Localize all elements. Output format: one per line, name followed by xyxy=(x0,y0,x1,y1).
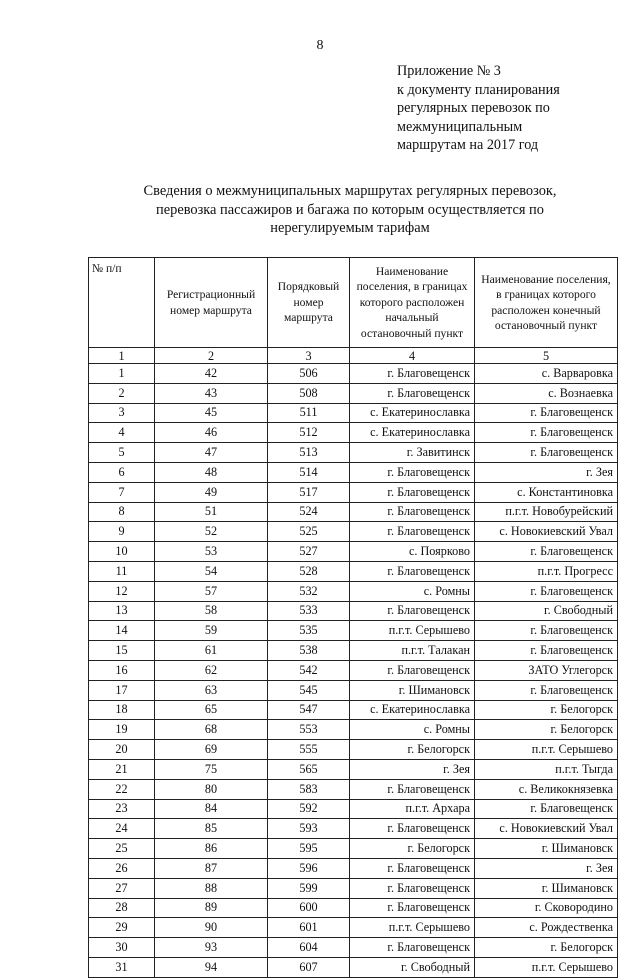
row-number-cell: 16 xyxy=(89,660,155,680)
start-settlement-cell: г. Благовещенск xyxy=(350,364,475,384)
row-number-cell: 24 xyxy=(89,819,155,839)
table-row xyxy=(89,680,618,700)
row-number-cell: 10 xyxy=(89,542,155,562)
registration-number-cell: 49 xyxy=(155,482,268,502)
registration-number-cell: 65 xyxy=(155,700,268,720)
table-row xyxy=(89,443,618,463)
row-number-cell: 25 xyxy=(89,839,155,859)
end-settlement-cell: п.г.т. Тыгда xyxy=(475,759,618,779)
registration-number-cell: 43 xyxy=(155,383,268,403)
order-number-cell: 513 xyxy=(268,443,350,463)
table-row xyxy=(89,502,618,522)
title-line: перевозка пассажиров и багажа по которым осуществляется по xyxy=(156,201,544,218)
end-settlement-cell: г. Шимановск xyxy=(475,839,618,859)
end-settlement-cell: с. Варваровка xyxy=(475,364,618,384)
registration-number-cell: 94 xyxy=(155,957,268,977)
column-index: 3 xyxy=(268,348,350,364)
start-settlement-cell: г. Благовещенск xyxy=(350,878,475,898)
start-settlement-cell: с. Ромны xyxy=(350,581,475,601)
start-settlement-cell: п.г.т. Талакан xyxy=(350,641,475,661)
start-settlement-cell: г. Благовещенск xyxy=(350,482,475,502)
registration-number-cell: 57 xyxy=(155,581,268,601)
end-settlement-cell: г. Белогорск xyxy=(475,938,618,958)
registration-number-cell: 45 xyxy=(155,403,268,423)
routes-table-body xyxy=(89,364,618,978)
row-number-cell: 22 xyxy=(89,779,155,799)
start-settlement-cell: г. Благовещенск xyxy=(350,502,475,522)
order-number-cell: 601 xyxy=(268,918,350,938)
table-row xyxy=(89,364,618,384)
appendix-line: к документу планирования xyxy=(397,81,560,98)
table-row xyxy=(89,660,618,680)
start-settlement-cell: г. Благовещенск xyxy=(350,938,475,958)
end-settlement-cell: г. Благовещенск xyxy=(475,680,618,700)
row-number-cell: 13 xyxy=(89,601,155,621)
table-row xyxy=(89,462,618,482)
start-settlement-cell: г. Благовещенск xyxy=(350,383,475,403)
appendix-line: маршрутам на 2017 год xyxy=(397,137,539,153)
order-number-cell: 593 xyxy=(268,819,350,839)
table-row xyxy=(89,542,618,562)
start-settlement-cell: г. Белогорск xyxy=(350,740,475,760)
end-settlement-cell: с. Новокиевский Увал xyxy=(475,522,618,542)
end-settlement-cell: п.г.т. Прогресс xyxy=(475,561,618,581)
start-settlement-cell: с. Екатеринославка xyxy=(350,700,475,720)
routes-table xyxy=(88,257,618,978)
registration-number-cell: 63 xyxy=(155,680,268,700)
row-number-cell: 28 xyxy=(89,898,155,918)
order-number-cell: 555 xyxy=(268,740,350,760)
table-row xyxy=(89,641,618,661)
order-number-cell: 565 xyxy=(268,759,350,779)
table-row xyxy=(89,700,618,720)
order-number-cell: 599 xyxy=(268,878,350,898)
end-settlement-cell: с. Рождественка xyxy=(475,918,618,938)
order-number-cell: 538 xyxy=(268,641,350,661)
end-settlement-cell: с. Новокиевский Увал xyxy=(475,819,618,839)
order-number-cell: 506 xyxy=(268,364,350,384)
end-settlement-cell: г. Зея xyxy=(475,858,618,878)
row-number-cell: 15 xyxy=(89,641,155,661)
order-number-cell: 600 xyxy=(268,898,350,918)
row-number-cell: 2 xyxy=(89,383,155,403)
registration-number-cell: 80 xyxy=(155,779,268,799)
row-number-cell: 19 xyxy=(89,720,155,740)
registration-number-cell: 69 xyxy=(155,740,268,760)
row-number-cell: 4 xyxy=(89,423,155,443)
row-number-cell: 21 xyxy=(89,759,155,779)
registration-number-cell: 61 xyxy=(155,641,268,661)
order-number-cell: 542 xyxy=(268,660,350,680)
header-end-settlement: Наименование поселения, в границах которого расположен конечный остановочный пункт xyxy=(475,258,618,348)
registration-number-cell: 48 xyxy=(155,462,268,482)
table-row xyxy=(89,720,618,740)
registration-number-cell: 85 xyxy=(155,819,268,839)
table-row xyxy=(89,799,618,819)
start-settlement-cell: г. Благовещенск xyxy=(350,522,475,542)
row-number-cell: 9 xyxy=(89,522,155,542)
registration-number-cell: 90 xyxy=(155,918,268,938)
table-row xyxy=(89,383,618,403)
end-settlement-cell: г. Свободный xyxy=(475,601,618,621)
start-settlement-cell: г. Благовещенск xyxy=(350,898,475,918)
registration-number-cell: 88 xyxy=(155,878,268,898)
start-settlement-cell: с. Екатеринославка xyxy=(350,423,475,443)
row-number-cell: 12 xyxy=(89,581,155,601)
table-header-row xyxy=(89,258,618,348)
order-number-cell: 517 xyxy=(268,482,350,502)
registration-number-cell: 62 xyxy=(155,660,268,680)
registration-number-cell: 68 xyxy=(155,720,268,740)
header-row-number: № п/п xyxy=(89,258,155,348)
order-number-cell: 596 xyxy=(268,858,350,878)
header-order-number: Порядковый номер маршрута xyxy=(268,258,350,348)
start-settlement-cell: п.г.т. Архара xyxy=(350,799,475,819)
registration-number-cell: 42 xyxy=(155,364,268,384)
start-settlement-cell: г. Свободный xyxy=(350,957,475,977)
registration-number-cell: 89 xyxy=(155,898,268,918)
end-settlement-cell: п.г.т. Новобурейский xyxy=(475,502,618,522)
row-number-cell: 11 xyxy=(89,561,155,581)
row-number-cell: 5 xyxy=(89,443,155,463)
registration-number-cell: 75 xyxy=(155,759,268,779)
start-settlement-cell: с. Екатеринославка xyxy=(350,403,475,423)
start-settlement-cell: г. Белогорск xyxy=(350,839,475,859)
appendix-line: Приложение № 3 xyxy=(397,63,501,79)
end-settlement-cell: с. Константиновка xyxy=(475,482,618,502)
order-number-cell: 512 xyxy=(268,423,350,443)
start-settlement-cell: г. Благовещенск xyxy=(350,779,475,799)
column-index: 5 xyxy=(475,348,618,364)
table-row xyxy=(89,561,618,581)
order-number-cell: 592 xyxy=(268,799,350,819)
row-number-cell: 18 xyxy=(89,700,155,720)
table-row xyxy=(89,918,618,938)
end-settlement-cell: г. Благовещенск xyxy=(475,641,618,661)
end-settlement-cell: г. Сковородино xyxy=(475,898,618,918)
end-settlement-cell: г. Благовещенск xyxy=(475,443,618,463)
header-registration-number: Регистрационный номер маршрута xyxy=(155,258,268,348)
order-number-cell: 508 xyxy=(268,383,350,403)
row-number-cell: 23 xyxy=(89,799,155,819)
appendix-line: регулярных перевозок по xyxy=(397,100,550,116)
column-index: 4 xyxy=(350,348,475,364)
table-row xyxy=(89,740,618,760)
registration-number-cell: 87 xyxy=(155,858,268,878)
appendix-note xyxy=(397,62,637,155)
end-settlement-cell: г. Белогорск xyxy=(475,720,618,740)
row-number-cell: 26 xyxy=(89,858,155,878)
end-settlement-cell: г. Благовещенск xyxy=(475,542,618,562)
order-number-cell: 545 xyxy=(268,680,350,700)
registration-number-cell: 93 xyxy=(155,938,268,958)
end-settlement-cell: г. Благовещенск xyxy=(475,799,618,819)
title-line: нерегулируемым тарифам xyxy=(270,220,430,236)
start-settlement-cell: г. Благовещенск xyxy=(350,660,475,680)
start-settlement-cell: г. Шимановск xyxy=(350,680,475,700)
registration-number-cell: 54 xyxy=(155,561,268,581)
start-settlement-cell: с. Ромны xyxy=(350,720,475,740)
page-number: 8 xyxy=(316,38,324,53)
order-number-cell: 532 xyxy=(268,581,350,601)
registration-number-cell: 84 xyxy=(155,799,268,819)
end-settlement-cell: с. Великокнязевка xyxy=(475,779,618,799)
row-number-cell: 20 xyxy=(89,740,155,760)
row-number-cell: 27 xyxy=(89,878,155,898)
row-number-cell: 14 xyxy=(89,621,155,641)
table-row xyxy=(89,482,618,502)
table-row xyxy=(89,779,618,799)
registration-number-cell: 53 xyxy=(155,542,268,562)
title-line: Сведения о межмуниципальных маршрутах регулярных перевозок, xyxy=(143,183,557,199)
table-row xyxy=(89,423,618,443)
column-index-row xyxy=(89,348,618,364)
appendix-line: межмуниципальным xyxy=(397,118,523,135)
table-row xyxy=(89,759,618,779)
row-number-cell: 30 xyxy=(89,938,155,958)
row-number-cell: 8 xyxy=(89,502,155,522)
order-number-cell: 533 xyxy=(268,601,350,621)
table-row xyxy=(89,819,618,839)
start-settlement-cell: г. Благовещенск xyxy=(350,858,475,878)
start-settlement-cell: г. Благовещенск xyxy=(350,601,475,621)
table-row xyxy=(89,938,618,958)
order-number-cell: 524 xyxy=(268,502,350,522)
registration-number-cell: 58 xyxy=(155,601,268,621)
order-number-cell: 604 xyxy=(268,938,350,958)
order-number-cell: 583 xyxy=(268,779,350,799)
registration-number-cell: 47 xyxy=(155,443,268,463)
row-number-cell: 7 xyxy=(89,482,155,502)
order-number-cell: 528 xyxy=(268,561,350,581)
end-settlement-cell: п.г.т. Серышево xyxy=(475,957,618,977)
end-settlement-cell: ЗАТО Углегорск xyxy=(475,660,618,680)
registration-number-cell: 52 xyxy=(155,522,268,542)
table-row xyxy=(89,621,618,641)
registration-number-cell: 59 xyxy=(155,621,268,641)
order-number-cell: 535 xyxy=(268,621,350,641)
end-settlement-cell: г. Благовещенск xyxy=(475,621,618,641)
end-settlement-cell: г. Зея xyxy=(475,462,618,482)
table-row xyxy=(89,898,618,918)
row-number-cell: 3 xyxy=(89,403,155,423)
end-settlement-cell: г. Белогорск xyxy=(475,700,618,720)
order-number-cell: 607 xyxy=(268,957,350,977)
registration-number-cell: 86 xyxy=(155,839,268,859)
start-settlement-cell: п.г.т. Серышево xyxy=(350,918,475,938)
registration-number-cell: 46 xyxy=(155,423,268,443)
end-settlement-cell: с. Вознаевка xyxy=(475,383,618,403)
table-row xyxy=(89,839,618,859)
row-number-cell: 6 xyxy=(89,462,155,482)
start-settlement-cell: г. Благовещенск xyxy=(350,819,475,839)
row-number-cell: 1 xyxy=(89,364,155,384)
column-index: 1 xyxy=(89,348,155,364)
order-number-cell: 527 xyxy=(268,542,350,562)
row-number-cell: 17 xyxy=(89,680,155,700)
table-row xyxy=(89,878,618,898)
end-settlement-cell: г. Шимановск xyxy=(475,878,618,898)
order-number-cell: 553 xyxy=(268,720,350,740)
order-number-cell: 511 xyxy=(268,403,350,423)
registration-number-cell: 51 xyxy=(155,502,268,522)
end-settlement-cell: п.г.т. Серышево xyxy=(475,740,618,760)
row-number-cell: 29 xyxy=(89,918,155,938)
table-row xyxy=(89,957,618,977)
row-number-cell: 31 xyxy=(89,957,155,977)
start-settlement-cell: г. Зея xyxy=(350,759,475,779)
start-settlement-cell: п.г.т. Серышево xyxy=(350,621,475,641)
start-settlement-cell: г. Завитинск xyxy=(350,443,475,463)
end-settlement-cell: г. Благовещенск xyxy=(475,403,618,423)
start-settlement-cell: г. Благовещенск xyxy=(350,462,475,482)
table-row xyxy=(89,403,618,423)
order-number-cell: 525 xyxy=(268,522,350,542)
table-row xyxy=(89,581,618,601)
header-start-settlement: Наименование поселения, в границах которого расположен начальный остановочный пункт xyxy=(350,258,475,348)
order-number-cell: 514 xyxy=(268,462,350,482)
start-settlement-cell: г. Благовещенск xyxy=(350,561,475,581)
table-row xyxy=(89,858,618,878)
start-settlement-cell: с. Поярково xyxy=(350,542,475,562)
order-number-cell: 595 xyxy=(268,839,350,859)
table-row xyxy=(89,522,618,542)
document-title xyxy=(120,182,580,238)
order-number-cell: 547 xyxy=(268,700,350,720)
column-index: 2 xyxy=(155,348,268,364)
end-settlement-cell: г. Благовещенск xyxy=(475,423,618,443)
end-settlement-cell: г. Благовещенск xyxy=(475,581,618,601)
table-row xyxy=(89,601,618,621)
